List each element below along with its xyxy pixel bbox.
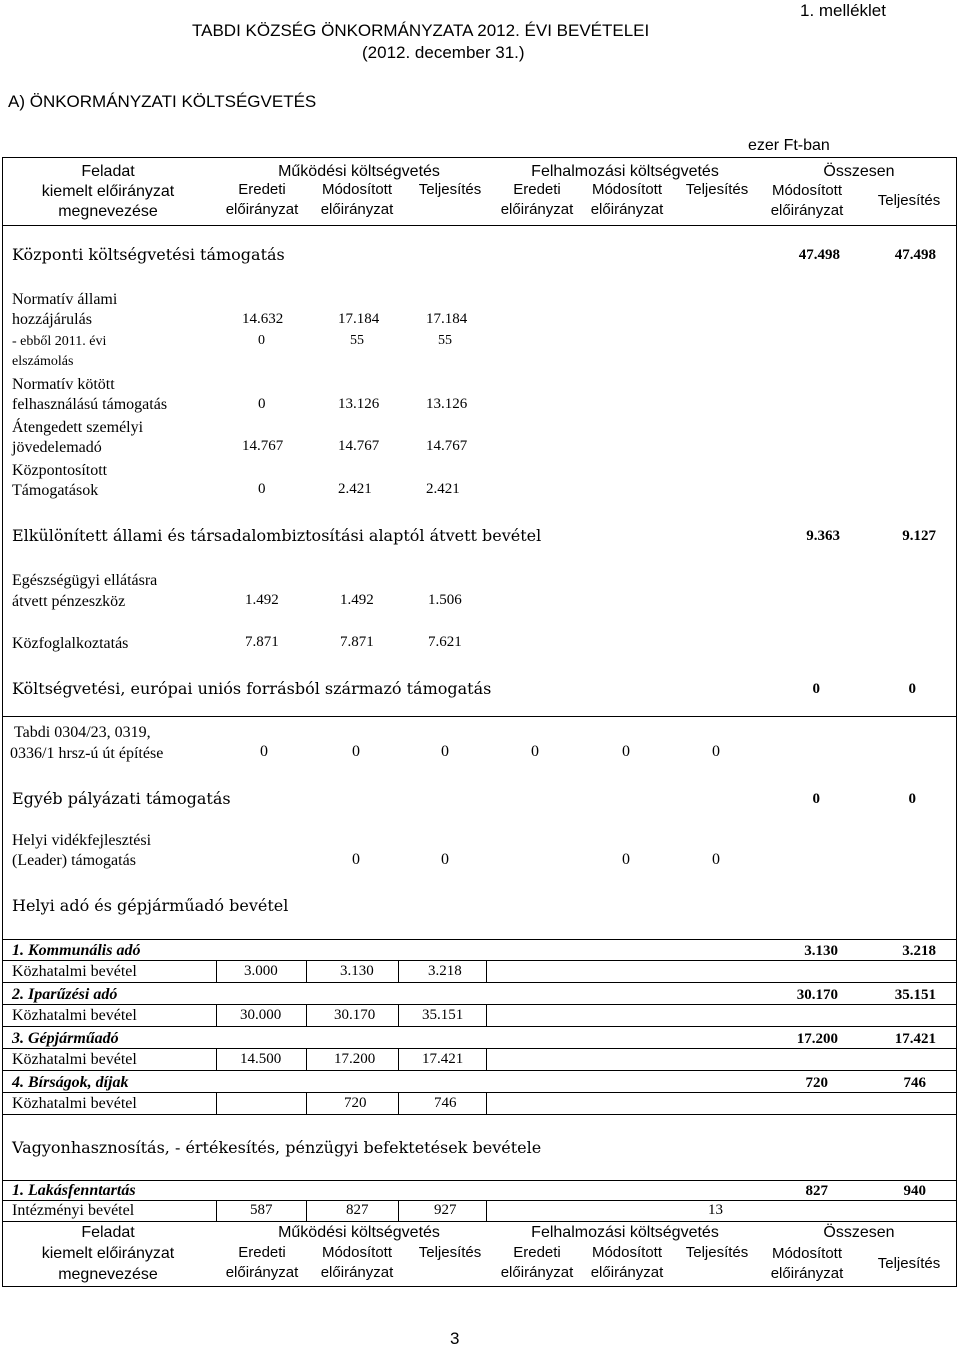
row-divider (2, 1114, 957, 1115)
unit-label: ezer Ft-ban (748, 137, 830, 154)
cell-divider (398, 960, 399, 982)
lakas-sub: Intézményi bevétel (12, 1202, 135, 1219)
tax-telj: 35.151 (894, 987, 936, 1003)
cell-value: 827 (346, 1202, 369, 1218)
lakas-telj: 940 (903, 1183, 926, 1199)
cell-value: 1.492 (245, 592, 279, 608)
cell-value: 0 (260, 743, 268, 760)
header-teljesites-2: Teljesítés (685, 1244, 749, 1261)
header-osszesen: Összesen (823, 163, 895, 180)
eu-telj: 0 (908, 681, 916, 697)
cell-divider (398, 1092, 399, 1114)
header-mukodesi: Működési költségvetés (278, 163, 440, 180)
page-subtitle: (2012. december 31.) (362, 43, 525, 62)
cell-value: 0 (712, 743, 720, 760)
header-teljesites-2: Teljesítés (685, 181, 749, 198)
cell-value: 0 (352, 743, 360, 760)
section-egyeb: Egyéb pályázati támogatás (12, 789, 231, 808)
cell-value: 30.170 (334, 1007, 376, 1023)
cell-value: 13.126 (426, 396, 468, 412)
header-eloiranyzat-5: előirányzat (770, 202, 844, 219)
row-label: Tabdi 0304/23, 0319, (14, 724, 151, 741)
row-divider (2, 1200, 957, 1201)
table-border (2, 1286, 957, 1287)
tax-name: 2. Iparűzési adó (12, 986, 118, 1003)
row-label: felhasználású támogatás (12, 396, 168, 413)
cell-divider (306, 1200, 307, 1221)
header-modositott-1: Módosított (321, 1244, 393, 1261)
cell-divider (486, 1200, 487, 1221)
header-eloiranyzat-3: előirányzat (500, 1264, 574, 1281)
header-felhalmozasi: Felhalmozási költségvetés (531, 1224, 719, 1241)
cell-value: 7.621 (428, 634, 462, 650)
cell-value: 0 (531, 743, 539, 760)
cell-value: 3.000 (244, 963, 278, 979)
cell-divider (306, 1048, 307, 1070)
cell-divider (486, 1092, 487, 1114)
cell-value: 17.184 (338, 311, 380, 327)
cell-value: 17.200 (334, 1051, 376, 1067)
cell-divider (216, 1092, 217, 1114)
header-eloiranyzat-3: előirányzat (500, 201, 574, 218)
cell-value: 1.506 (428, 592, 462, 608)
cell-value: 14.632 (242, 311, 284, 327)
header-kiemelt: kiemelt előirányzat (41, 1245, 175, 1262)
header-modositott-2: Módosított (591, 181, 663, 198)
cell-divider (216, 1004, 217, 1026)
tax-mod: 720 (805, 1075, 828, 1091)
cell-divider (486, 1004, 487, 1026)
header-eredeti-2: Eredeti (513, 1244, 561, 1261)
tax-sub: Közhatalmi bevétel (12, 1007, 137, 1024)
tax-sub: Közhatalmi bevétel (12, 1051, 137, 1068)
tax-telj: 746 (903, 1075, 926, 1091)
header-eloiranyzat-1: előirányzat (225, 1264, 299, 1281)
header-teljesites-1: Teljesítés (418, 1244, 482, 1261)
cell-value: 927 (434, 1202, 457, 1218)
cell-divider (306, 960, 307, 982)
row-label: Átengedett személyi (12, 419, 144, 436)
cell-divider (306, 1004, 307, 1026)
header-eloiranyzat-4: előirányzat (590, 201, 664, 218)
page-number: 3 (450, 1329, 460, 1348)
cell-value: 720 (344, 1095, 367, 1111)
tax-mod: 17.200 (796, 1031, 838, 1047)
row-label: Helyi vidékfejlesztési (12, 832, 152, 849)
cell-value: 55 (350, 333, 364, 348)
egyeb-mod: 0 (812, 791, 820, 807)
row-divider (2, 1026, 957, 1027)
cell-value: 30.000 (240, 1007, 282, 1023)
header-osszesen: Összesen (823, 1224, 895, 1241)
cell-divider (398, 1200, 399, 1221)
tax-telj: 3.218 (902, 943, 936, 959)
header-modositott-1: Módosított (321, 181, 393, 198)
row-label: 0336/1 hrsz-ú út építése (10, 745, 164, 762)
cell-divider (216, 1200, 217, 1221)
cell-value: 13.126 (338, 396, 380, 412)
cell-divider (398, 1048, 399, 1070)
cell-value: 55 (438, 333, 452, 348)
tax-mod: 30.170 (796, 987, 838, 1003)
cell-value: 0 (712, 851, 720, 868)
cell-value: 14.500 (240, 1051, 282, 1067)
row-divider (2, 1070, 957, 1071)
row-divider (2, 960, 957, 961)
cell-divider (216, 960, 217, 982)
cell-divider (398, 1004, 399, 1026)
elkulonitett-telj: 9.127 (902, 528, 936, 544)
tax-name: 3. Gépjárműadó (12, 1030, 119, 1047)
lakas-name: 1. Lakásfenntartás (12, 1182, 136, 1199)
header-eloiranyzat-5: előirányzat (770, 1265, 844, 1282)
elkulonitett-mod: 9.363 (806, 528, 840, 544)
cell-value: 17.184 (426, 311, 468, 327)
cell-divider (216, 1048, 217, 1070)
section-vagyon: Vagyonhasznosítás, - értékesítés, pénzügyi befektetések bevétele (12, 1138, 542, 1157)
cell-value: 13 (708, 1202, 723, 1218)
cell-value: 7.871 (340, 634, 374, 650)
section-helyi-ado: Helyi adó és gépjárműadó bevétel (12, 896, 289, 915)
header-modositott-3: Módosított (771, 182, 843, 199)
cell-value: 14.767 (242, 438, 284, 454)
cell-value: 2.421 (426, 481, 460, 497)
section-eu: Költségvetési, európai uniós forrásból származó támogatás (12, 679, 492, 698)
header-eredeti-1: Eredeti (238, 1244, 286, 1261)
header-feladat: Feladat (81, 1224, 135, 1241)
eu-mod: 0 (812, 681, 820, 697)
tax-sub: Közhatalmi bevétel (12, 1095, 137, 1112)
cell-value: 0 (258, 481, 266, 497)
cell-value: 14.767 (338, 438, 380, 454)
row-label: Egészségügyi ellátásra (12, 572, 158, 589)
tax-sub: Közhatalmi bevétel (12, 963, 137, 980)
row-divider (2, 1004, 957, 1005)
tax-mod: 3.130 (804, 943, 838, 959)
row-label: Normatív állami (12, 291, 118, 308)
cell-divider (486, 960, 487, 982)
section-a-title: A) ÖNKORMÁNYZATI KÖLTSÉGVETÉS (8, 92, 317, 111)
kozponti-telj: 47.498 (894, 247, 936, 263)
header-modositott-2: Módosított (591, 1244, 663, 1261)
row-label: Támogatások (12, 482, 99, 499)
tax-name: 4. Bírságok, díjak (12, 1074, 129, 1091)
header-mukodesi: Működési költségvetés (278, 1224, 440, 1241)
cell-value: 1.492 (340, 592, 374, 608)
header-feladat: Feladat (81, 163, 135, 180)
header-teljesites-1: Teljesítés (418, 181, 482, 198)
cell-value: 0 (622, 851, 630, 868)
row-divider (2, 982, 957, 983)
row-label: Normatív kötött (12, 376, 115, 393)
tax-telj: 17.421 (894, 1031, 936, 1047)
cell-value: 0 (441, 851, 449, 868)
row-divider (2, 1221, 957, 1222)
header-eloiranyzat-4: előirányzat (590, 1264, 664, 1281)
kozponti-mod: 47.498 (798, 247, 840, 263)
header-felhalmozasi: Felhalmozási költségvetés (531, 163, 719, 180)
cell-value: 2.421 (338, 481, 372, 497)
row-label: (Leader) támogatás (12, 852, 136, 869)
header-divider (2, 225, 957, 226)
row-divider (2, 1048, 957, 1049)
row-label: Központosított (12, 462, 108, 479)
table-border (956, 157, 957, 1287)
cell-value: 3.130 (340, 963, 374, 979)
header-megnevezese: megnevezése (58, 1266, 158, 1283)
header-eloiranyzat-2: előirányzat (320, 201, 394, 218)
row-label: Közfoglalkoztatás (12, 635, 129, 652)
cell-value: 587 (250, 1202, 273, 1218)
header-eloiranyzat-1: előirányzat (225, 201, 299, 218)
egyeb-telj: 0 (908, 791, 916, 807)
tax-name: 1. Kommunális adó (12, 942, 141, 959)
header-teljesites-3: Teljesítés (877, 1255, 941, 1272)
annex-label: 1. melléklet (800, 1, 886, 20)
cell-value: 0 (258, 333, 265, 348)
header-modositott-3: Módosított (771, 1245, 843, 1262)
header-kiemelt: kiemelt előirányzat (41, 183, 175, 200)
cell-value: 0 (258, 396, 266, 412)
header-teljesites-3: Teljesítés (877, 192, 941, 209)
row-label: hozzájárulás (12, 311, 92, 328)
page-title: TABDI KÖZSÉG ÖNKORMÁNYZATA 2012. ÉVI BEVÉTELEI (192, 21, 650, 40)
row-label: átvett pénzeszköz (12, 593, 126, 610)
row-label: elszámolás (12, 354, 74, 369)
section-kozponti: Központi költségvetési támogatás (12, 245, 285, 264)
cell-divider (306, 1092, 307, 1114)
cell-value: 0 (622, 743, 630, 760)
cell-divider (486, 1048, 487, 1070)
header-eredeti-1: Eredeti (238, 181, 286, 198)
row-label: jövedelemadó (12, 439, 102, 456)
row-divider (2, 1092, 957, 1093)
cell-value: 7.871 (245, 634, 279, 650)
cell-value: 3.218 (428, 963, 462, 979)
cell-value: 0 (441, 743, 449, 760)
row-label: - ebből 2011. évi (12, 334, 107, 349)
header-eloiranyzat-2: előirányzat (320, 1264, 394, 1281)
header-eredeti-2: Eredeti (513, 181, 561, 198)
section-divider (2, 1180, 957, 1181)
cell-value: 17.421 (422, 1051, 464, 1067)
cell-value: 14.767 (426, 438, 468, 454)
cell-value: 35.151 (422, 1007, 464, 1023)
cell-value: 746 (434, 1095, 457, 1111)
section-divider (2, 939, 957, 940)
table-border (2, 157, 957, 158)
cell-value: 0 (352, 851, 360, 868)
section-divider (2, 716, 957, 717)
header-megnevezese: megnevezése (58, 203, 158, 220)
lakas-mod: 827 (805, 1183, 828, 1199)
table-border (2, 157, 3, 1287)
section-elkulonitett: Elkülönített állami és társadalombiztosítási alaptól átvett bevétel (12, 526, 542, 545)
